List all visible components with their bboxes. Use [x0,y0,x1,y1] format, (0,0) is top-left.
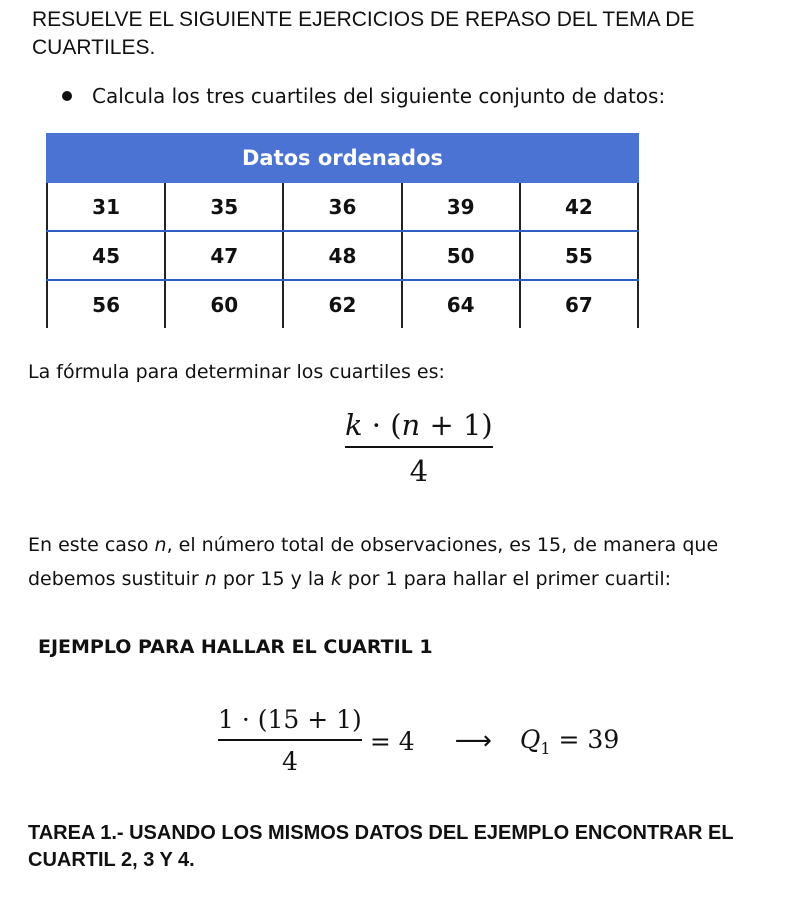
table-cell: 39 [402,182,520,231]
table-row [47,182,638,231]
table-row [47,231,638,280]
formula-fraction [345,408,493,488]
q-value: = 39 [550,724,620,754]
formula-k: k [345,408,363,442]
table-cell: 50 [402,231,520,280]
q-subscript: 1 [540,738,551,758]
data-table-container [46,133,639,328]
page-heading: RESUELVE EL SIGUIENTE EJERCICIOS DE REPASO DEL TEMA DE CUARTILES. [32,8,695,59]
para-var-n: n [154,534,167,556]
q-letter: Q [519,724,541,754]
table-cell: 60 [165,280,283,328]
example-fraction [218,705,362,777]
formula-dot: · ( [362,408,402,442]
formula-n: n [401,408,421,442]
instruction-bullet [62,84,665,108]
table-cell: 47 [165,231,283,280]
table-cell: 56 [47,280,165,328]
para-part: por 1 para hallar el primer cuartil: [341,568,672,590]
table-row [47,280,638,328]
table-cell: 62 [283,280,401,328]
table-cell: 31 [47,182,165,231]
table-cell: 35 [165,182,283,231]
table-cell: 45 [47,231,165,280]
table-cell: 67 [520,280,638,328]
explanation-paragraph [28,528,788,596]
fraction-bar [345,446,493,448]
quartile-formula [345,408,493,488]
example-denominator: 4 [281,747,298,776]
ordered-data-table [46,133,639,328]
arrow-right-icon: ⟶ [454,726,492,756]
formula-intro: La fórmula para determinar los cuartiles es: [28,361,445,383]
example-numerator: 1 · (15 + 1) [218,705,362,734]
task-instruction: TAREA 1.- USANDO LOS MISMOS DATOS DEL EJEMPLO ENCONTRAR EL CUARTIL 2, 3 Y 4. [28,822,734,871]
table-cell: 64 [402,280,520,328]
formula-rest: + 1) [420,408,493,442]
bullet-icon [62,91,72,101]
table-cell: 55 [520,231,638,280]
table-cell: 42 [520,182,638,231]
table-title: Datos ordenados [47,134,638,182]
formula-numerator [345,408,493,442]
para-var-k: k [330,568,342,590]
table-cell: 36 [283,182,401,231]
instruction-text: Calcula los tres cuartiles del siguiente conjunto de datos: [92,84,666,108]
q1-result [520,725,619,758]
example-formula [218,705,619,777]
formula-denominator: 4 [409,454,429,488]
para-var-n: n [204,568,217,590]
fraction-bar [218,739,362,741]
para-part: por 15 y la [216,568,331,590]
table-cell: 48 [283,231,401,280]
para-part: En este caso [28,534,155,556]
example-title: EJEMPLO PARA HALLAR EL CUARTIL 1 [38,636,433,658]
example-result: = 4 [369,726,415,756]
para-part: , el número total de observaciones, es 15, de manera que debemos sustituir [28,534,719,590]
